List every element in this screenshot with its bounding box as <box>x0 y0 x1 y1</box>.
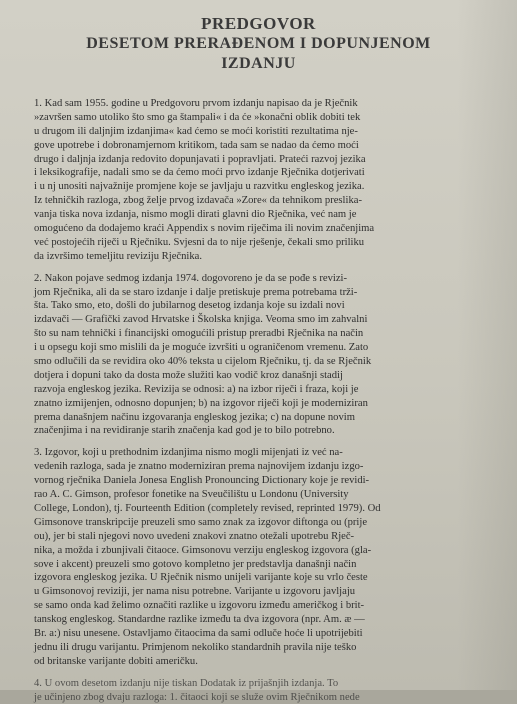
text-line: ou), jer bi stali njegovi novo uvedeni znakovi znatno otežali upotrebu Rječ- <box>34 530 355 542</box>
text-line: izdavači — Grafički zavod Hrvatske i Školska knjiga. Veoma smo im zahvalni <box>34 314 368 326</box>
text-line: nika, a možda i zbunjivali čitaoce. Gimsonovu verziju engleskog izgovora (gla- <box>34 544 372 556</box>
paragraph-gap <box>34 669 497 677</box>
text-line: Br. a:) nisu unesene. Ostavljamo čitaocima da sami odluče hoće li upotrijebiti <box>34 627 363 639</box>
text-line: šta. Tako smo, eto, došli do jubilarnog desetog izdanja koje su izdali novi <box>34 300 345 312</box>
text-line: drugo i daljnja izdanja redovito dopunjavati i popravljati. Prateći razvoj jezika <box>34 153 366 165</box>
text-line: 3. Izgovor, koji u prethodnim izdanjima nismo mogli mijenjati iz već na- <box>34 447 343 459</box>
text-line: znatno izmijenjen, odnosno dopunjen; b) na izgovor riječi koji je moderniziran <box>34 397 368 409</box>
text-line: prema današnjem načinu izgovaranja engleskog jezika; c) na dopune novim <box>34 411 355 423</box>
text-line: i leksikografije, nadali smo se da ćemo moći prvo izdanje Rječnika dotjerivati <box>34 167 365 179</box>
text-line: vornog rječnika Daniela Jonesa English Pronouncing Dictionary koje je revidi- <box>34 475 370 487</box>
paragraph-3 <box>34 446 497 668</box>
text-line: rao A. C. Gimson, profesor fonetike na Sveučilištu u Londonu (University <box>34 489 349 501</box>
text-line: vedenih razloga, sada je znatno moderniziran prema najnovijem izdanju izgo- <box>34 461 364 473</box>
text-line: College, London), tj. Fourteenth Edition (completely revised, reprinted 1979). Od <box>34 502 381 514</box>
text-line: što su nam tehnički i financijski omogućili pristup preradbi Rječnika na način <box>34 328 364 340</box>
heading-line-1: PREDGOVOR <box>201 14 316 33</box>
text-line: vanja tiska nova izdanja, nismo mogli dirati glavni dio Rječnika, već nam je <box>34 209 357 221</box>
text-line: jom Rječnika, ali da se staro izdanje i dalje pretiskuje prema potrebama trži- <box>34 286 358 298</box>
text-line: »završen samo utoliko što smo ga štampali« i da će »konačni oblik dobiti tek <box>34 111 361 123</box>
text-line: da izvršimo temeljitu reviziju Rječnika. <box>34 250 202 262</box>
text-line: razvoja engleskog jezika. Revizija se odnosi: a) na izbor riječi i fraza, koji je <box>34 383 359 395</box>
text-line: gove upotrebe i dobronamjernom kritikom, tada sam se nadao da ćemo moći <box>34 139 359 151</box>
text-line: izgovora engleskog jezika. U Rječnik nismo unijeli varijante koje su vrlo česte <box>34 572 368 584</box>
text-line: Gimsonove transkripcije preuzeli smo samo znak za izgovor diftonga ou (prije <box>34 516 368 528</box>
text-line: i u opsegu koji smo mislili da je moguće izvršiti u ograničenom vremenu. Zato <box>34 342 369 354</box>
heading-line-3: IZDANJU <box>221 55 296 72</box>
text-line: smo odlučili da se revidira oko 40% teksta u cijelom Rječniku, tj. da se Rječnik <box>34 356 372 368</box>
text-line: tanskog engleskog. Standardne razlike između ta dva izgovora (npr. Am. æ — <box>34 614 365 626</box>
text-line: u Gimsonovoj reviziji, jer nama nisu potrebne. Varijante u izgovoru javljaju <box>34 586 356 598</box>
paragraph-4 <box>34 677 497 704</box>
paragraph-1 <box>34 97 497 264</box>
preface-body <box>34 97 497 704</box>
preface-heading <box>30 14 487 74</box>
paragraph-2 <box>34 272 497 439</box>
text-line: u drugom ili daljnjim izdanjima« kad ćemo se moći koristiti rezultatima nje- <box>34 125 358 137</box>
text-line: i u nj unositi najvažnije promjene koje se javljaju u razvitku engleskog jezika. <box>34 181 365 193</box>
text-line: 2. Nakon pojave sedmog izdanja 1974. dogovoreno je da se pođe s revizi- <box>34 272 348 284</box>
text-line: Iz tehničkih razloga, zbog želje prvog izdavača »Zore« da tehnikom preslika- <box>34 195 362 207</box>
heading-line-2: DESETOM PRERAĐENOM I DOPUNJENOM <box>86 35 431 52</box>
text-line: se samo onda kad želimo označiti razlike u izgovoru između američkog i brit- <box>34 600 365 612</box>
paragraph-gap <box>34 264 497 272</box>
paragraph-gap <box>34 438 497 446</box>
text-line: od britanske varijante dobiti američku. <box>34 655 198 667</box>
text-line: značenjima i na revidiranje starih značenja kad god je to bilo potrebno. <box>34 425 335 437</box>
text-line: dotjera i dopuni tako da dosta može služiti kao vodič kroz današnji stadij <box>34 369 343 381</box>
text-line: je učinjeno zbog dvaju razloga: 1. čitaoci koji se služe ovim Rječnikom nede <box>34 691 360 703</box>
text-line: 1. Kad sam 1955. godine u Predgovoru prvom izdanju napisao da je Rječnik <box>34 98 358 109</box>
text-line: 4. U ovom desetom izdanju nije tiskan Dodatak iz prijašnjih izdanja. To <box>34 677 339 689</box>
text-line: sove i akcent) preuzeli smo gotovo kompletno jer predstavlja današnji način <box>34 558 357 570</box>
text-line: jednu ili drugu varijantu. Primjenom nekoliko standardnih pravila nije teško <box>34 641 357 653</box>
text-line: omogućeno da dodajemo kraći Appendix s novim riječima ili novim značenjima <box>34 223 375 235</box>
text-line: već postojećih riječi u Rječniku. Svjesni da to nije rješenje, čekali smo priliku <box>34 236 365 248</box>
